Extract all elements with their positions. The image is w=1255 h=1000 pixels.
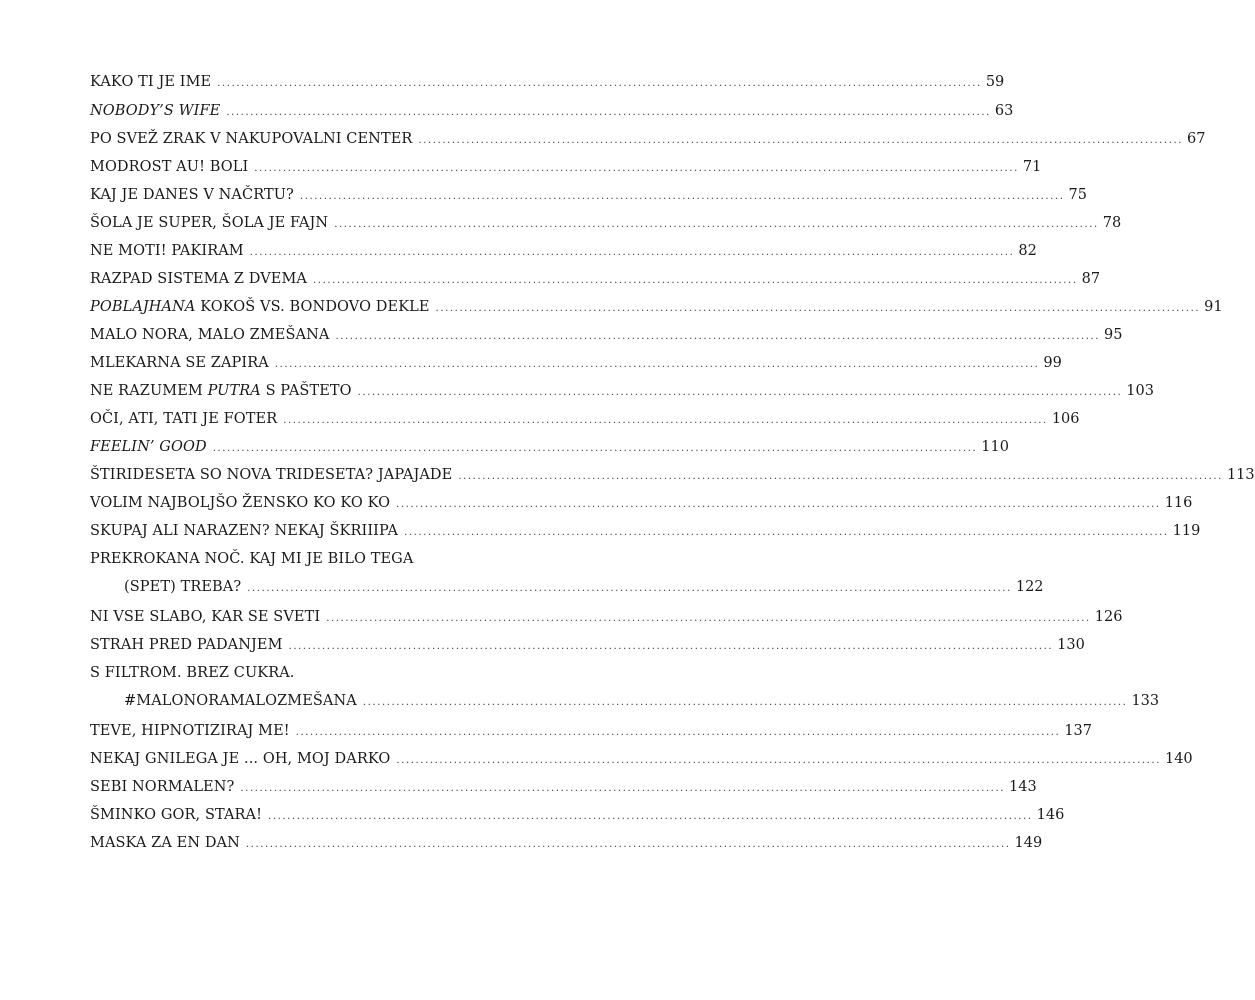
toc-entry-title [90, 382, 352, 401]
toc-entry-title [90, 326, 329, 345]
page-number: 133 [1131, 693, 1160, 709]
toc-entry-title-first-line: S FILTROM. BREZ CUKRA. [90, 665, 295, 681]
dot-leader: ................................................................................................................................................................ [458, 471, 1223, 482]
title-segment: ŠOLA JE SUPER, ŠOLA JE FAJN [90, 215, 329, 231]
toc-entry[interactable] [90, 636, 1085, 656]
title-segment: NI VSE SLABO, KAR SE SVETI [90, 609, 321, 625]
title-segment: STRAH PRED PADANJEM [90, 637, 283, 653]
toc-entry[interactable] [90, 298, 1223, 318]
page-number: 116 [1164, 495, 1193, 511]
dot-leader: ................................................................................................................................................................ [295, 727, 1061, 738]
toc-entry[interactable] [90, 158, 1042, 178]
dot-leader: ................................................................................................................................................................ [326, 613, 1091, 624]
dot-leader: ................................................................................................................................................................ [335, 331, 1101, 342]
toc-entry[interactable] [90, 494, 1193, 514]
toc-entry-title [90, 73, 211, 92]
dot-leader: ................................................................................................................................................................ [288, 641, 1054, 652]
toc-entry-title [90, 608, 320, 627]
toc-entry[interactable] [90, 550, 1044, 598]
toc-entry-title [90, 186, 294, 205]
dot-leader: ................................................................................................................................................................ [435, 303, 1201, 314]
dot-leader: ................................................................................................................................................................ [226, 107, 991, 118]
title-segment: PO SVEŽ ZRAK V NAKUPOVALNI CENTER [90, 131, 413, 147]
toc-entry-title [90, 778, 234, 797]
title-segment: NE RAZUMEM [90, 383, 208, 399]
toc-entry[interactable] [90, 214, 1122, 234]
page-number: 110 [981, 439, 1009, 455]
title-segment: MASKA ZA EN DAN [90, 835, 240, 851]
title-segment: VOLIM NAJBOLJŠO ŽENSKO KO KO KO [90, 495, 391, 511]
toc-entry[interactable] [90, 522, 1201, 542]
toc-entry[interactable] [90, 102, 1014, 122]
page-number: 149 [1014, 835, 1043, 851]
page-number: 78 [1102, 215, 1122, 231]
page-number: 126 [1094, 609, 1123, 625]
page-number: 71 [1022, 159, 1042, 175]
toc-entry-title [124, 578, 241, 597]
page-number: 95 [1104, 327, 1123, 343]
toc-entry-title [90, 750, 390, 769]
toc-entry-title [90, 242, 244, 261]
toc-entry[interactable] [90, 750, 1193, 770]
toc-entry-title [90, 522, 398, 541]
toc-entry-title-first-line: PREKROKANA NOČ. KAJ MI JE BILO TEGA [90, 551, 414, 567]
title-segment: KOKOŠ VS. BONDOVO DEKLE [195, 299, 430, 315]
toc-entry[interactable] [90, 242, 1037, 262]
title-segment: RAZPAD SISTEMA Z DVEMA [90, 271, 308, 287]
dot-leader: ................................................................................................................................................................ [217, 78, 982, 89]
title-segment: MALO NORA, MALO ZMEŠANA [90, 327, 330, 343]
page-number: 75 [1068, 187, 1087, 203]
dot-leader: ................................................................................................................................................................ [212, 443, 978, 454]
page-number: 146 [1036, 807, 1065, 823]
toc-entry[interactable] [90, 722, 1092, 742]
toc-entry-title [90, 636, 283, 655]
dot-leader: ................................................................................................................................................................ [357, 387, 1123, 398]
toc-entry-title [90, 270, 307, 289]
page-number: 143 [1009, 779, 1037, 795]
toc-entry-title [90, 722, 290, 741]
title-segment: SEBI NORMALEN? [90, 779, 235, 795]
dot-leader: ................................................................................................................................................................ [240, 783, 1005, 794]
toc-entry-title [90, 466, 452, 485]
toc-entry[interactable] [90, 73, 1005, 93]
title-segment: #MALONORAMALOZMEŠANA [124, 693, 357, 709]
dot-leader: ................................................................................................................................................................ [268, 811, 1033, 822]
dot-leader: ................................................................................................................................................................ [274, 359, 1040, 370]
page-number: 140 [1164, 751, 1193, 767]
title-segment: S PAŠTETO [260, 383, 352, 399]
toc-entry[interactable] [90, 186, 1087, 206]
page-number: 137 [1064, 723, 1092, 739]
page-number: 106 [1051, 411, 1080, 427]
dot-leader: ................................................................................................................................................................ [362, 697, 1128, 708]
toc-entry[interactable] [90, 834, 1043, 854]
toc-entry-title [90, 438, 207, 457]
toc-entry[interactable] [90, 270, 1101, 290]
title-italic-segment: FEELIN’ GOOD [90, 439, 207, 455]
toc-entry-title [90, 214, 328, 233]
title-segment: KAKO TI JE IME [90, 74, 212, 90]
toc-entry[interactable] [90, 410, 1080, 430]
title-segment: MODROST AU! BOLI [90, 159, 249, 175]
toc-entry[interactable] [90, 806, 1065, 826]
title-segment: OČI, ATI, TATI JE FOTER [90, 411, 278, 427]
page-number: 82 [1018, 243, 1037, 259]
dot-leader: ................................................................................................................................................................ [418, 135, 1184, 146]
page-number: 103 [1126, 383, 1154, 399]
dot-leader: ................................................................................................................................................................ [283, 415, 1048, 426]
toc-entry-title [90, 494, 390, 513]
page-number: 99 [1043, 355, 1062, 371]
title-segment: NE MOTI! PAKIRAM [90, 243, 244, 259]
title-segment: ŠTIRIDESETA SO NOVA TRIDESETA? JAPAJADE [90, 467, 453, 483]
title-segment: (SPET) TREBA? [124, 579, 242, 595]
title-segment: TEVE, HIPNOTIZIRAJ ME! [90, 723, 290, 739]
toc-entry[interactable] [90, 382, 1154, 402]
toc-entry-title [90, 130, 412, 149]
toc-entry[interactable] [90, 354, 1062, 374]
dot-leader: ................................................................................................................................................................ [249, 247, 1015, 258]
title-segment: KAJ JE DANES V NAČRTU? [90, 187, 294, 203]
dot-leader: ................................................................................................................................................................ [396, 499, 1161, 510]
dot-leader: ................................................................................................................................................................ [254, 163, 1019, 174]
toc-entry-title [90, 806, 262, 825]
dot-leader: ................................................................................................................................................................ [299, 191, 1065, 202]
toc-entry[interactable] [90, 778, 1037, 798]
page-number: 130 [1057, 637, 1085, 653]
dot-leader: ................................................................................................................................................................ [396, 755, 1161, 766]
page-number: 63 [994, 103, 1014, 119]
toc-entry-title [90, 158, 248, 177]
title-italic-segment: POBLAJHANA [90, 299, 196, 315]
dot-leader: ................................................................................................................................................................ [334, 219, 1099, 230]
page-number: 59 [985, 74, 1005, 90]
title-segment: ŠMINKO GOR, STARA! [90, 807, 263, 823]
page-number: 119 [1172, 523, 1201, 539]
title-segment: NEKAJ GNILEGA JE ... OH, MOJ DARKO [90, 751, 391, 767]
toc-entry[interactable] [90, 326, 1123, 346]
toc-entry[interactable] [90, 130, 1206, 150]
title-segment: MLEKARNA SE ZAPIRA [90, 355, 269, 371]
title-italic-segment: NOBODY’S WIFE [90, 103, 221, 119]
dot-leader: ................................................................................................................................................................ [404, 527, 1169, 538]
toc-entry-title [90, 410, 277, 429]
toc-entry-title [90, 298, 430, 317]
page-number: 91 [1204, 299, 1223, 315]
dot-leader: ................................................................................................................................................................ [313, 275, 1078, 286]
title-italic-segment: PUTRA [207, 383, 261, 399]
title-segment: SKUPAJ ALI NARAZEN? NEKAJ ŠKRIIIPA [90, 523, 399, 539]
page-number: 122 [1015, 579, 1044, 595]
toc-entry[interactable] [90, 466, 1255, 486]
page-number: 67 [1187, 131, 1206, 147]
toc-entry-title [90, 354, 269, 373]
page-number: 113 [1226, 467, 1255, 483]
toc-entry-title [124, 692, 357, 711]
dot-leader: ................................................................................................................................................................ [247, 583, 1012, 594]
toc-entry-title [90, 834, 240, 853]
dot-leader: ................................................................................................................................................................ [245, 839, 1011, 850]
page-number: 87 [1081, 271, 1101, 287]
toc-entry[interactable] [90, 664, 1160, 712]
toc-entry[interactable] [90, 438, 1009, 458]
toc-entry[interactable] [90, 608, 1123, 628]
toc-entry-title [90, 102, 220, 121]
